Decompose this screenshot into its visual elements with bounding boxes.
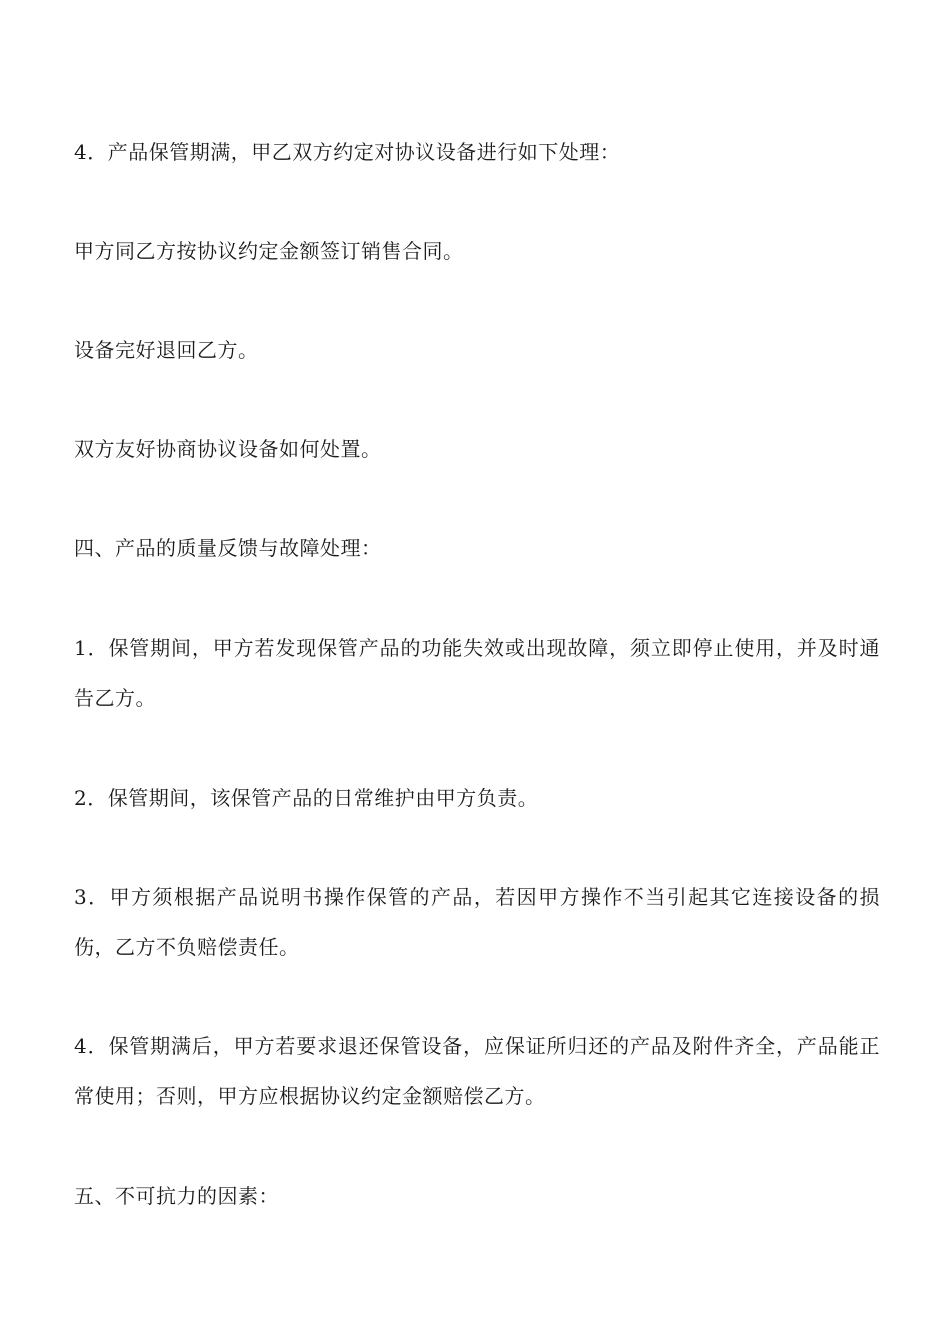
clause-4-3-operation-liability: 3．甲方须根据产品说明书操作保管的产品，若因甲方操作不当引起其它连接设备的损伤，乙方不负赔偿责任。	[74, 885, 880, 959]
option-return-equipment: 设备完好退回乙方。	[74, 338, 259, 362]
clause-3-4-expiry-handling: 4．产品保管期满，甲乙双方约定对协议设备进行如下处理：	[74, 140, 621, 164]
option-sales-contract: 甲方同乙方按协议约定金额签订销售合同。	[74, 239, 464, 263]
section-5-heading: 五、不可抗力的因素：	[74, 1184, 279, 1208]
clause-4-1-fault-notice: 1．保管期间，甲方若发现保管产品的功能失效或出现故障，须立即停止使用，并及时通告乙方。	[74, 636, 880, 710]
option-negotiate-disposal: 双方友好协商协议设备如何处置。	[74, 437, 382, 461]
section-4-heading: 四、产品的质量反馈与故障处理：	[74, 536, 382, 560]
clause-4-4-return-compensation: 4．保管期满后，甲方若要求退还保管设备，应保证所归还的产品及附件齐全，产品能正常使用；否则，甲方应根据协议约定金额赔偿乙方。	[74, 1034, 880, 1108]
clause-4-2-maintenance: 2．保管期间，该保管产品的日常维护由甲方负责。	[74, 786, 539, 810]
